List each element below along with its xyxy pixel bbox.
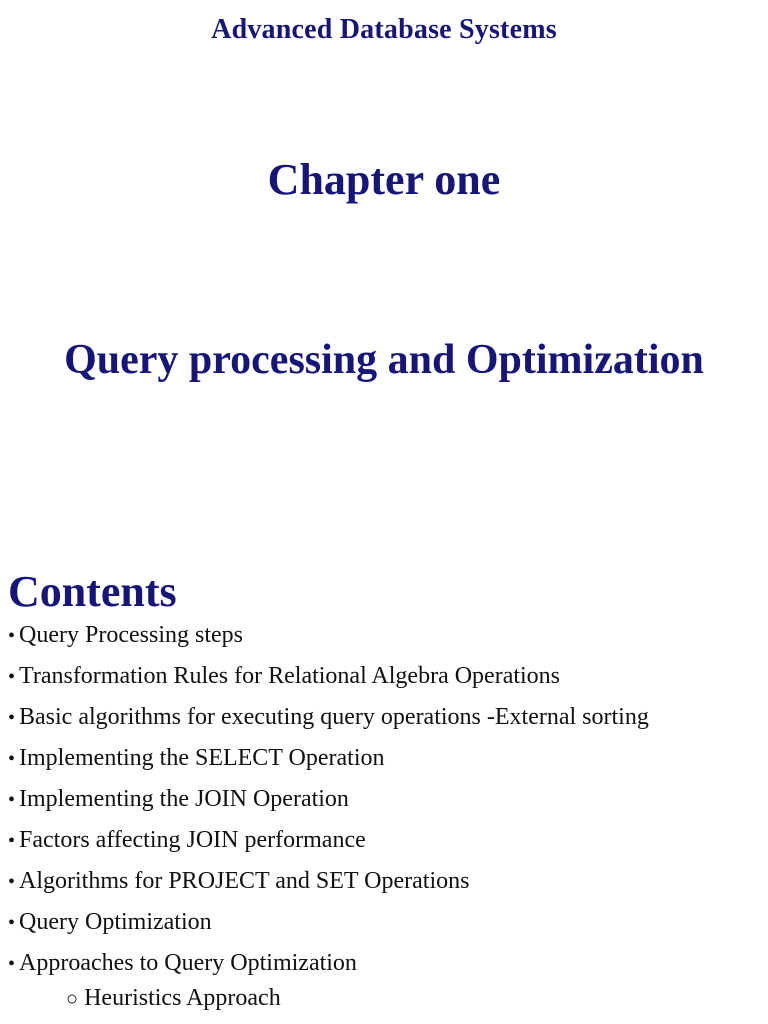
list-item-label: Query Optimization (19, 909, 212, 935)
list-item-label: Implementing the SELECT Operation (19, 745, 385, 771)
list-item-label: Algorithms for PROJECT and SET Operations (19, 868, 470, 894)
bullet-icon: • (8, 666, 16, 688)
bullet-icon: • (8, 748, 16, 770)
bullet-icon: • (8, 830, 16, 852)
course-title: Advanced Database Systems (211, 14, 557, 45)
list-item-label: Transformation Rules for Relational Algebra Operations (19, 663, 561, 689)
sub-list-item-label: Heuristics Approach (84, 985, 281, 1011)
list-item (8, 864, 649, 905)
contents-list (8, 618, 649, 987)
contents-sub-list (66, 981, 281, 1021)
bullet-icon: • (8, 953, 16, 975)
bullet-icon: • (8, 871, 16, 893)
bullet-icon: • (8, 912, 16, 934)
list-item (8, 782, 649, 823)
contents-heading: Contents (8, 567, 177, 616)
circle-bullet-icon: ○ (66, 988, 79, 1010)
bullet-icon: • (8, 707, 16, 729)
topic-title: Query processing and Optimization (64, 337, 704, 383)
sub-list-item (66, 981, 281, 1021)
chapter-title: Chapter one (267, 155, 501, 204)
bullet-icon: • (8, 625, 16, 647)
list-item (8, 618, 649, 659)
list-item (8, 823, 649, 864)
list-item (8, 741, 649, 782)
list-item-label: Basic algorithms for executing query operations -External sorting (19, 704, 649, 730)
list-item (8, 659, 649, 700)
list-item-label: Factors affecting JOIN performance (19, 827, 366, 853)
list-item (8, 700, 649, 741)
list-item (8, 905, 649, 946)
bullet-icon: • (8, 789, 16, 811)
list-item-label: Query Processing steps (19, 622, 243, 648)
list-item-label: Implementing the JOIN Operation (19, 786, 349, 812)
list-item-label: Approaches to Query Optimization (19, 950, 357, 976)
